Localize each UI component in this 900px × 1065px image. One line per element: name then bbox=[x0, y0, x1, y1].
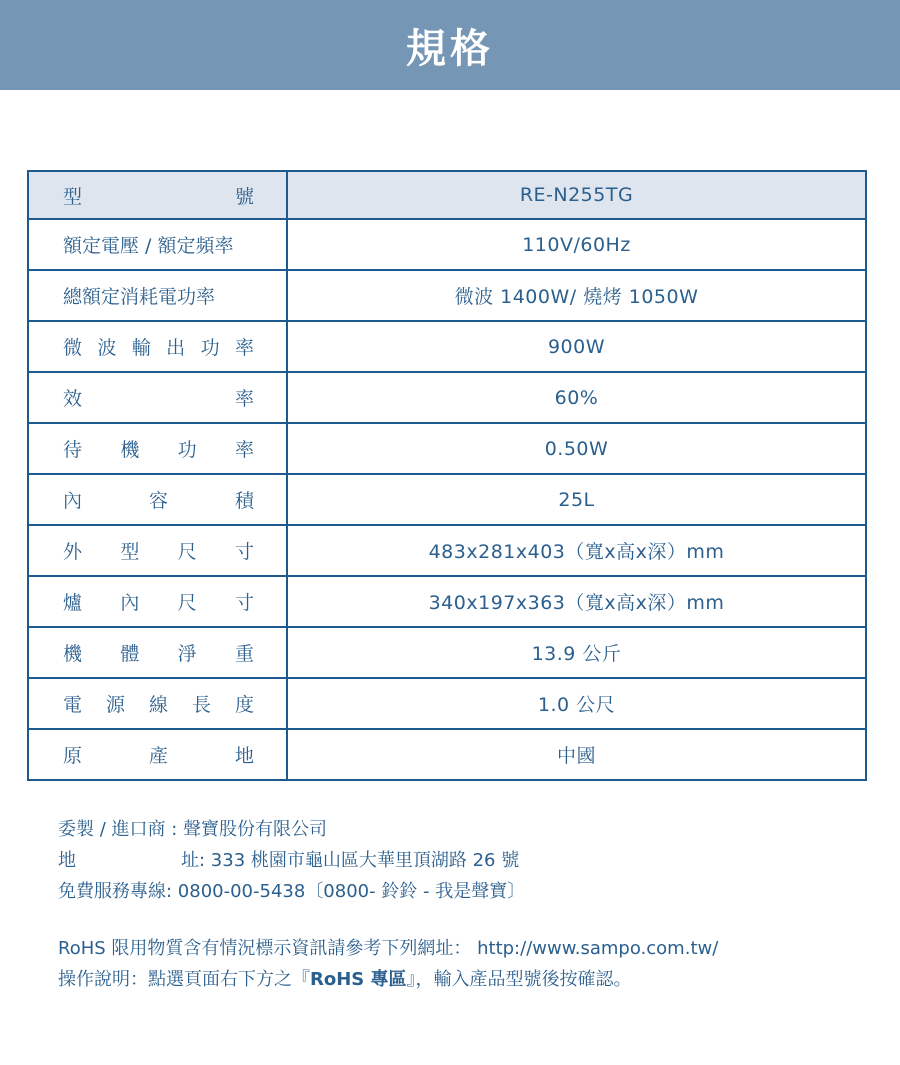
instruction-prefix: 操作說明：點選頁面右下方之『 bbox=[58, 969, 310, 990]
spec-value: 25L bbox=[287, 474, 866, 525]
spec-row bbox=[28, 270, 866, 321]
spec-label-cell bbox=[28, 171, 287, 219]
spec-table bbox=[27, 170, 867, 781]
spec-value: 483x281x403（寬x高x深）mm bbox=[287, 525, 866, 576]
spec-row bbox=[28, 627, 866, 678]
spec-value: 60% bbox=[287, 372, 866, 423]
spec-value: 340x197x363（寬x高x深）mm bbox=[287, 576, 866, 627]
spec-label: 總額定消耗電功率 bbox=[63, 286, 216, 308]
spec-label-cell bbox=[28, 678, 287, 729]
spec-value: 1.0 公尺 bbox=[287, 678, 866, 729]
spec-label-cell bbox=[28, 576, 287, 627]
spec-label-cell bbox=[28, 219, 287, 270]
page-title: 規格 bbox=[406, 25, 494, 72]
spec-label: 待 機 功 率 bbox=[63, 439, 254, 461]
spec-label: 效 率 bbox=[63, 388, 254, 410]
spec-label-cell bbox=[28, 474, 287, 525]
spec-label: 內 容 積 bbox=[63, 490, 254, 512]
address-line bbox=[58, 845, 878, 876]
hotline-line: 免費服務專線: 0800-00-5438〔0800- 鈴鈴 - 我是聲寶〕 bbox=[58, 881, 526, 902]
spec-row bbox=[28, 219, 866, 270]
spec-row bbox=[28, 171, 866, 219]
spec-label: 微 波 輸 出 功 率 bbox=[63, 337, 254, 359]
address-value: : 333 桃園市龜山區大華里頂湖路 26 號 bbox=[199, 850, 520, 871]
spec-label: 外 型 尺 寸 bbox=[63, 541, 254, 563]
spec-row bbox=[28, 576, 866, 627]
spec-label: 額定電壓 / 額定頻率 bbox=[63, 235, 234, 257]
spec-row bbox=[28, 729, 866, 780]
spec-label: 電 源 線 長 度 bbox=[63, 694, 254, 716]
spec-row bbox=[28, 321, 866, 372]
spec-label: 原 產 地 bbox=[63, 745, 254, 767]
spec-label: 型 號 bbox=[63, 185, 254, 208]
spec-label-cell bbox=[28, 525, 287, 576]
spec-row bbox=[28, 423, 866, 474]
spec-label-cell bbox=[28, 627, 287, 678]
footer-info bbox=[58, 814, 878, 995]
spec-row bbox=[28, 372, 866, 423]
instruction-suffix: 』，輸入產品型號後按確認。 bbox=[406, 969, 632, 990]
spec-label-cell bbox=[28, 423, 287, 474]
spec-value: 中國 bbox=[287, 729, 866, 780]
spec-value: 0.50W bbox=[287, 423, 866, 474]
spec-row bbox=[28, 474, 866, 525]
spec-label-cell bbox=[28, 270, 287, 321]
spec-value: 13.9 公斤 bbox=[287, 627, 866, 678]
spec-row bbox=[28, 525, 866, 576]
page-header bbox=[0, 0, 900, 90]
spec-label-cell bbox=[28, 729, 287, 780]
rohs-zone-link: RoHS 專區 bbox=[310, 969, 407, 990]
spec-value: 900W bbox=[287, 321, 866, 372]
manufacturer-line: 委製 / 進口商 : 聲寶股份有限公司 bbox=[58, 819, 328, 840]
spec-label: 爐 內 尺 寸 bbox=[63, 592, 254, 614]
spec-value: 110V/60Hz bbox=[287, 219, 866, 270]
spec-row bbox=[28, 678, 866, 729]
rohs-line: RoHS 限用物質含有情況標示資訊請參考下列網址： http://www.sampo.com.tw/ bbox=[58, 938, 719, 959]
spec-label-cell bbox=[28, 321, 287, 372]
spec-value: 微波 1400W/ 燒烤 1050W bbox=[287, 270, 866, 321]
spec-label: 機 體 淨 重 bbox=[63, 643, 254, 665]
address-label: 地 址 bbox=[58, 850, 199, 871]
instruction-line bbox=[58, 964, 878, 995]
spec-value: RE-N255TG bbox=[287, 171, 866, 219]
spec-label-cell bbox=[28, 372, 287, 423]
